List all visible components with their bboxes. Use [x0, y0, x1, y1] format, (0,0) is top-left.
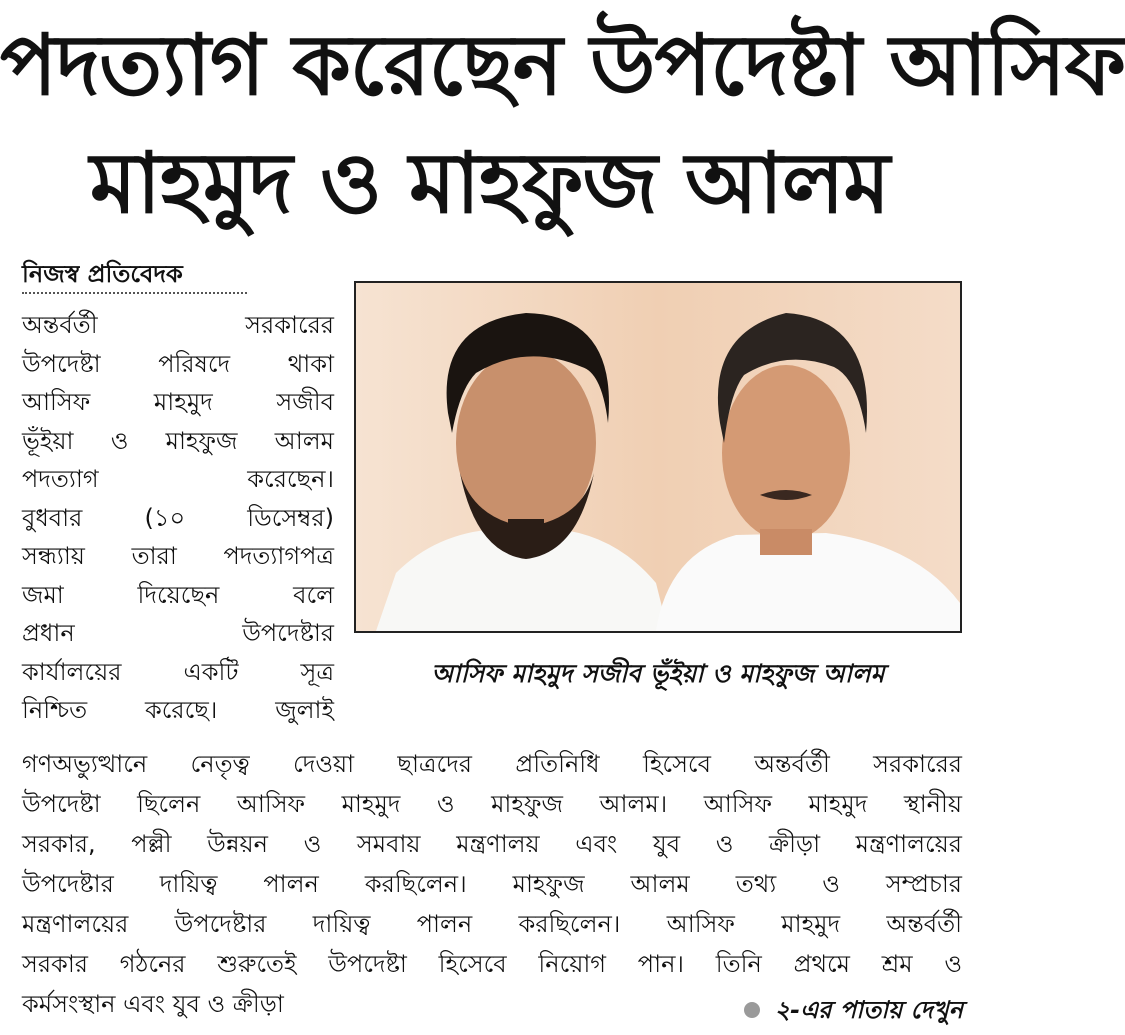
article-full-text [22, 744, 962, 1024]
photo-caption: আসিফ মাহমুদ সজীব ভূঁইয়া ও মাহফুজ আলম [431, 659, 885, 688]
body-line: গণঅভ্যুত্থানে নেতৃত্ব দেওয়া ছাত্রদের প্রতিনিধি হিসেবে অন্তর্বর্তী সরকারের [22, 750, 962, 778]
body-line: উপদেষ্টা ছিলেন আসিফ মাহমুদ ও মাহফুজ আলম। আসিফ মাহমুদ স্থানীয় [22, 790, 962, 818]
body-line: সরকার গঠনের শুরুতেই উপদেষ্টা হিসেবে নিয়োগ পান। তিনি প্রথমে শ্রম ও [22, 950, 962, 978]
news-photo [354, 281, 962, 633]
article-column-text [22, 306, 334, 730]
body-line: সরকার, পল্লী উন্নয়ন ও সমবায় মন্ত্রণালয় এবং যুব ও ক্রীড়া মন্ত্রণালয়ের [22, 830, 962, 858]
continued-label: ২-এর পাতায় দেখুন [774, 996, 963, 1024]
column-line: প্রধান উপদেষ্টার [22, 619, 334, 647]
column-line: উপদেষ্টা পরিষদে থাকা [22, 349, 334, 378]
column-line: অন্তর্বর্তী সরকারের [22, 311, 334, 339]
headline-line-1: পদত্যাগ করেছেন উপদেষ্টা আসিফ [0, 16, 1125, 114]
body-line: উপদেষ্টার দায়িত্ব পালন করছিলেন। মাহফুজ আলম তথ্য ও সম্প্রচার [22, 870, 962, 898]
bullet-icon [744, 1002, 760, 1018]
headline [0, 6, 1125, 242]
column-line: নিশ্চিত করেছে। জুলাই [22, 696, 334, 724]
continued-on-page-link[interactable] [744, 990, 963, 1030]
column-line: বুধবার (১০ ডিসেম্বর) [22, 503, 334, 532]
column-line: আসিফ মাহমুদ সজীব [22, 388, 334, 416]
column-line: সন্ধ্যায় তারা পদত্যাগপত্র [22, 542, 334, 570]
headline-line-2: মাহমুদ ও মাহফুজ আলম [89, 134, 890, 232]
column-line: জমা দিয়েছেন বলে [22, 580, 334, 609]
body-line: মন্ত্রণালয়ের উপদেষ্টার দায়িত্ব পালন করছিলেন। আসিফ মাহমুদ অন্তর্বর্তী [22, 910, 962, 938]
column-line: কার্যালয়ের একটি সূত্র [22, 657, 334, 686]
photo-two-men-portrait [356, 283, 960, 631]
body-line: কর্মসংস্থান এবং যুব ও ক্রীড়া [22, 990, 284, 1018]
byline: নিজস্ব প্রতিবেদক [22, 256, 247, 294]
column-line: ভূঁইয়া ও মাহফুজ আলম [22, 426, 334, 455]
column-line: পদত্যাগ করেছেন। [22, 465, 334, 493]
